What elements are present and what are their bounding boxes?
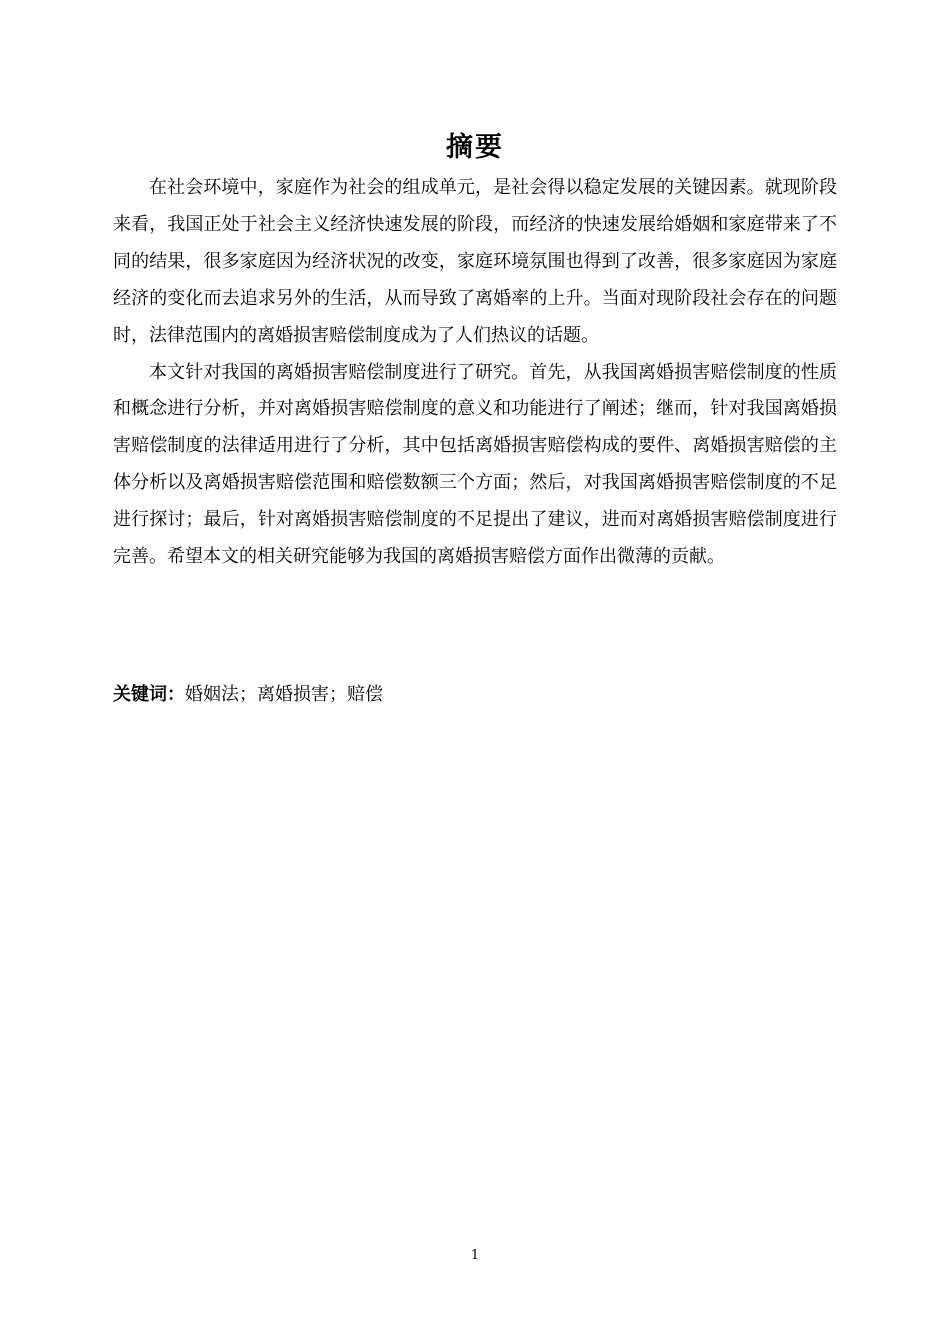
keywords-label: 关键词： [113, 684, 185, 705]
page-number: 1 [470, 1248, 480, 1263]
abstract-body [113, 170, 837, 576]
keywords-value: 婚姻法；离婚损害；赔偿 [185, 684, 383, 705]
keywords-line [113, 677, 837, 713]
abstract-title: 摘要 [446, 132, 504, 163]
abstract-paragraph-2: 本文针对我国的离婚损害赔偿制度进行了研究。首先，从我国离婚损害赔偿制度的性质和概念进行分析，并对离婚损害赔偿制度的意义和功能进行了阐述；继而，针对我国离婚损害赔偿制度的法律适用进行了分析，其中包括离婚损害赔偿构成的要件、离婚损害赔偿的主体分析以及离婚损害赔偿范围和赔偿数额三个方面；然后，对我国离婚损害赔偿制度的不足进行探讨；最后，针对离婚损害赔偿制度的不足提出了建议，进而对离婚损害赔偿制度进行完善。希望本文的相关研究能够为我国的离婚损害赔偿方面作出微薄的贡献。 [113, 361, 837, 568]
abstract-paragraph-1: 在社会环境中，家庭作为社会的组成单元，是社会得以稳定发展的关键因素。就现阶段来看，我国正处于社会主义经济快速发展的阶段，而经济的快速发展给婚姻和家庭带来了不同的结果，很多家庭因为经济状况的改变，家庭环境氛围也得到了改善，很多家庭因为家庭经济的变化而去追求另外的生活，从而导致了离婚率的上升。当面对现阶段社会存在的问题时，法律范围内的离婚损害赔偿制度成为了人们热议的话题。 [113, 177, 837, 346]
